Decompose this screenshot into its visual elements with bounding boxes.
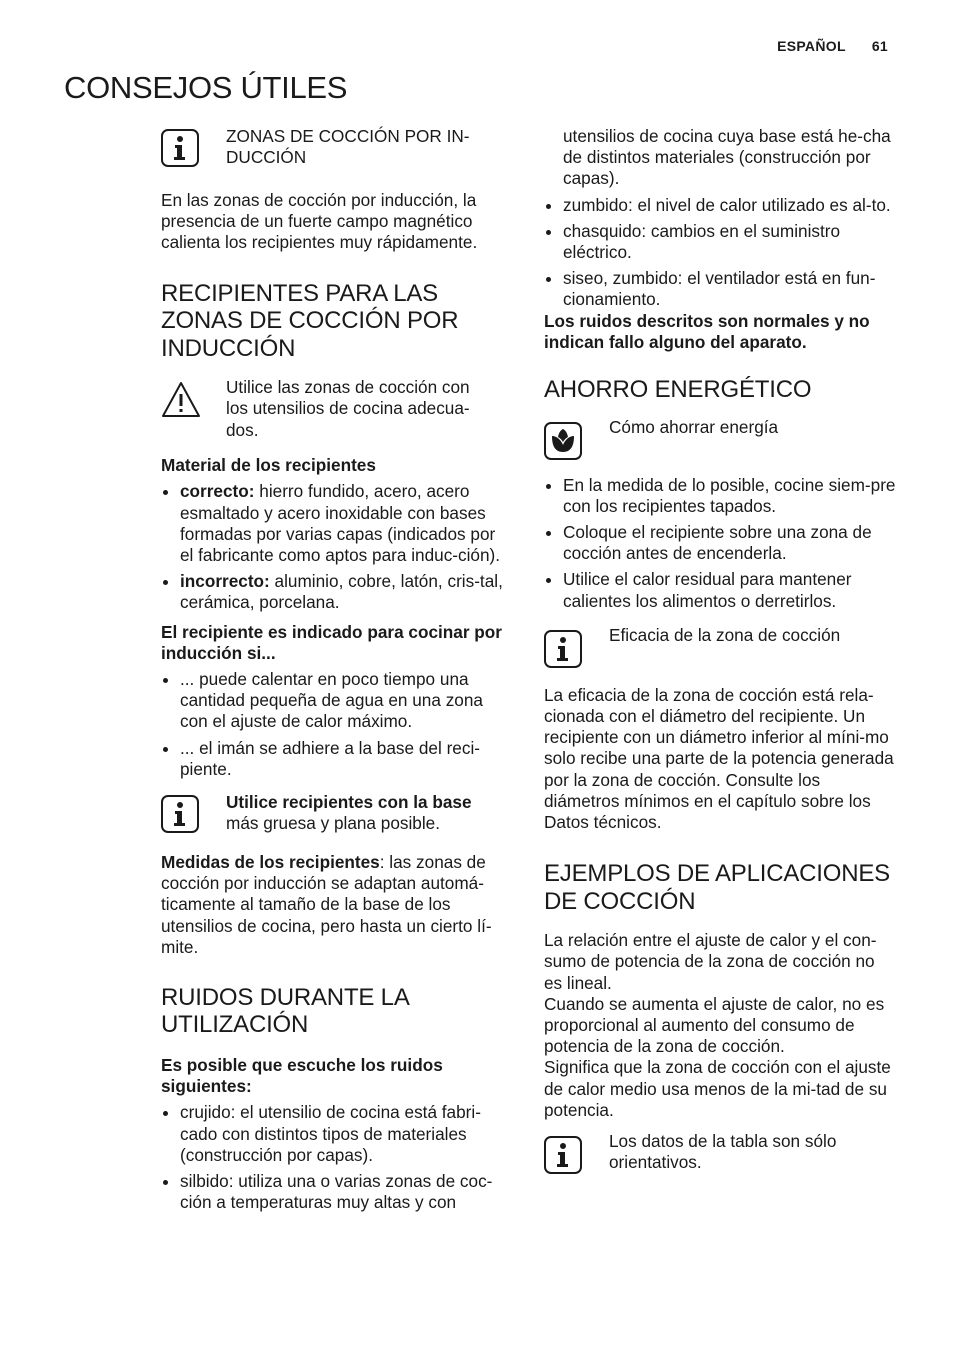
noise-continuation: utensilios de cocina cuya base está he-cha de distintos materiales (construcción por capas). — [563, 126, 891, 189]
page-number: 61 — [871, 38, 888, 54]
incorrect-text: aluminio, cobre, latón, cris-tal, cerámica, porcelana. — [180, 571, 503, 613]
noise-list-cont — [544, 195, 896, 311]
language-label: ESPAÑOL — [777, 38, 846, 54]
examples-para-1: La relación entre el ajuste de calor y el con-sumo de potencia de la zona de cocción no es lineal. — [544, 930, 877, 993]
suitable-heading: El recipiente es indicado para cocinar por inducción si... — [161, 621, 502, 663]
noise-subheading: Es posible que escuche los ruidos siguientes: — [161, 1054, 443, 1097]
info-icon — [544, 1136, 582, 1179]
heading-noise: RUIDOS DURANTE LA UTILIZACIÓN — [161, 983, 409, 1039]
page-header — [777, 38, 888, 54]
efficiency-note-text: Eficacia de la zona de cocción — [609, 624, 841, 645]
info-note-table — [544, 1131, 896, 1175]
correct-text: hierro fundido, acero, acero esmaltado y acero inoxidable con bases formadas por varias capas (indicados por el fabricante como aptos para induc-ción). — [180, 481, 501, 565]
correct-label: correcto: — [180, 481, 255, 502]
info-note-induction — [161, 126, 513, 170]
list-item: zumbido: el nivel de calor utilizado es al-to. — [544, 195, 896, 216]
intro-paragraph: En las zonas de cocción por inducción, la presencia de un fuerte campo magnético calienta los recipientes muy rápidamente. — [161, 190, 478, 253]
heading-recipients: RECIPIENTES PARA LAS ZONAS DE COCCIÓN POR INDUCCIÓN — [161, 279, 459, 362]
right-column — [544, 126, 896, 1175]
material-heading: Material de los recipientes — [161, 455, 376, 476]
list-item — [161, 571, 513, 613]
note-text: ZONAS DE COCCIÓN POR IN-DUCCIÓN — [226, 126, 470, 168]
list-item: ... el imán se adhiere a la base del reci-piente. — [161, 738, 513, 780]
heading-examples: EJEMPLOS DE APLICACIONES DE COCCIÓN — [544, 860, 890, 915]
list-item: silbido: utiliza una o varias zonas de coc-ción a temperaturas muy altas y con — [161, 1171, 513, 1213]
eco-note-text: Cómo ahorrar energía — [609, 416, 779, 437]
examples-para-3: Significa que la zona de cocción con el ajuste de calor medio usa menos de la mi-tad de su potencia. — [544, 1057, 891, 1120]
list-item: crujido: el utensilio de cocina está fabri-cado con distintos tipos de materiales (construcción por capas). — [161, 1102, 513, 1166]
dimensions-text: : las zonas de cocción por inducción se adaptan automá-ticamente al tamaño de la base de los utensilios de cocina, pero hasta un cierto lí-mite. — [161, 851, 492, 957]
warning-note — [161, 377, 513, 441]
warning-text: Utilice las zonas de cocción con los utensilios de cocina adecua-dos. — [226, 377, 470, 440]
list-item: En la medida de lo posible, cocine siem-pre con los recipientes tapados. — [544, 475, 896, 517]
list-item — [161, 481, 513, 566]
table-note-text: Los datos de la tabla son sólo orientativos. — [609, 1131, 837, 1173]
page-title: CONSEJOS ÚTILES — [64, 70, 348, 105]
energy-list — [544, 475, 896, 612]
warning-icon — [161, 381, 201, 424]
examples-para-2: Cuando se aumenta el ajuste de calor, no es proporcional al aumento del consumo de potencia de la zona de cocción. — [544, 993, 885, 1057]
efficiency-paragraph: La eficacia de la zona de cocción está rela-cionada con el diámetro del recipiente. Un recipiente con un diámetro inferior al míni-mo solo recibe una parte de la potencia generada por la zona de cocción. Consulte los diámetros mínimos en el capítulo sobre los Datos técnicos. — [544, 684, 894, 832]
dimensions-paragraph — [161, 852, 513, 958]
dimensions-label: Medidas de los recipientes — [161, 851, 380, 872]
note-text — [226, 792, 506, 834]
material-list — [161, 481, 513, 613]
noise-list — [161, 1102, 513, 1213]
noise-conclusion: Los ruidos descritos son normales y no indican fallo alguno del aparato. — [544, 310, 870, 352]
info-icon — [544, 630, 582, 673]
list-item: chasquido: cambios en el suministro eléctrico. — [544, 221, 896, 263]
incorrect-label: incorrecto: — [180, 571, 270, 592]
list-item: ... puede calentar en poco tiempo una cantidad pequeña de agua en una zona con el ajuste de calor máximo. — [161, 669, 513, 733]
info-note-base — [161, 792, 513, 836]
suitable-list — [161, 669, 513, 780]
heading-energy: AHORRO ENERGÉTICO — [544, 376, 812, 404]
left-column — [161, 126, 513, 1213]
info-note-efficiency — [544, 625, 896, 669]
list-item: siseo, zumbido: el ventilador está en fun-cionamiento. — [544, 268, 896, 310]
eco-note — [544, 417, 896, 461]
list-item: Coloque el recipiente sobre una zona de cocción antes de encenderla. — [544, 522, 896, 564]
list-item: Utilice el calor residual para mantener calientes los alimentos o derretirlos. — [544, 569, 896, 611]
info-icon — [161, 129, 199, 172]
eco-icon — [544, 422, 582, 465]
note-rest: más gruesa y plana posible. — [226, 813, 441, 834]
note-bold: Utilice recipientes con la base — [226, 791, 472, 812]
info-icon — [161, 795, 199, 838]
